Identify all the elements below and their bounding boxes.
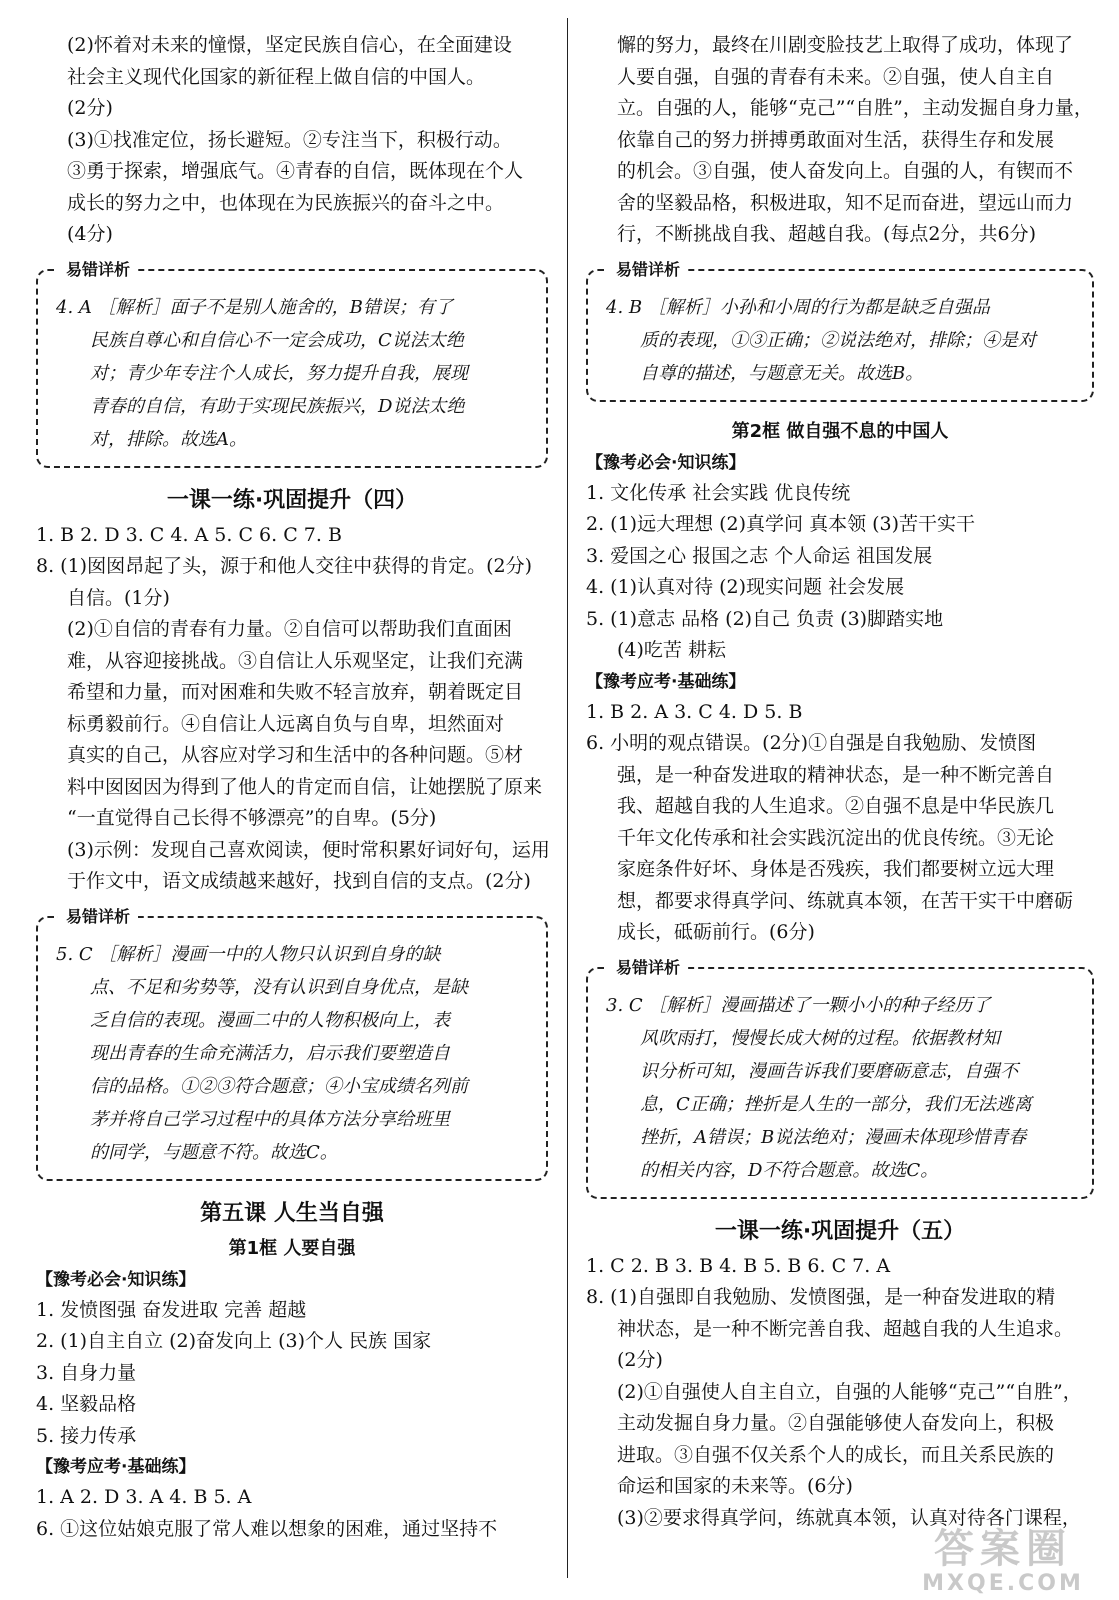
box-line: 信的品格。①②③符合题意；④小宝成绩名列前 — [90, 1075, 468, 1097]
text-line: (4分) — [67, 223, 113, 245]
answer-line: 3. 自身力量 — [36, 1361, 137, 1384]
text-line: 成长，砥砺前行。(6分) — [617, 921, 815, 943]
text-line: 进取。③自强不仅关系个人的成长，而且关系民族的 — [617, 1443, 1055, 1466]
text-line: (3)示例：发现自己喜欢阅读，便时常积累好词好句，运用 — [67, 838, 550, 861]
watermark-logo — [893, 1526, 1113, 1596]
right-column — [586, 30, 1094, 1534]
text-line: 千年文化传承和社会实践沉淀出的优良传统。③无论 — [617, 826, 1055, 849]
text-line: “一直觉得自己长得不够漂亮”的自卑。(5分) — [67, 807, 437, 829]
text-line: 8. (1)自强即自我勉励、发愤图强，是一种奋发进取的精 — [586, 1286, 1056, 1308]
subsection-heading: 【豫考应考·基础练】 — [36, 1457, 196, 1477]
answer-line: 1. B 2. D 3. C 4. A 5. C 6. C 7. B — [36, 523, 342, 546]
text-line: 于作文中，语文成绩越来越好，找到自信的支点。(2分) — [67, 870, 531, 892]
box-line: 风吹雨打，慢慢长成大树的过程。依据教材知 — [640, 1027, 1000, 1049]
box-line: 息，C正确；挫折是人生的一部分，我们无法逃离 — [640, 1093, 1032, 1115]
box-line: 的相关内容，D不符合题意。故选C。 — [640, 1159, 939, 1181]
text-line: 想，都要求得真学问、练就真本领，在苦干实干中磨砺 — [617, 889, 1074, 912]
box-title: 易错详析 — [58, 904, 138, 930]
text-line: 自信。(1分) — [67, 586, 170, 609]
frame-title: 第2框 做自强不息的中国人 — [731, 420, 949, 442]
left-intro — [36, 30, 548, 251]
text-line: 6. ①这位姑娘克服了常人难以想象的困难，通过坚持不 — [36, 1517, 498, 1540]
answer-line: 3. 爱国之心 报国之志 个人命运 祖国发展 — [586, 544, 933, 567]
right-intro — [586, 30, 1094, 251]
answer-line: 1. 文化传承 社会实践 优良传统 — [586, 481, 851, 504]
answer-line: 1. A 2. D 3. A 4. B 5. A — [36, 1486, 252, 1508]
text-line: 料中囡囡因为得到了他人的肯定而自信，让她摆脱了原来 — [67, 775, 543, 798]
text-line: 家庭条件好坏、身体是否残疾，我们都要树立远大理 — [617, 858, 1055, 880]
text-line: 8. (1)囡囡昂起了头，源于和他人交往中获得的肯定。(2分) — [36, 555, 532, 577]
box-line: 识分析可知，漫画告诉我们要磨砺意志，自强不 — [640, 1060, 1018, 1082]
box-line: 点、不足和劣势等，没有认识到自身优点，是缺 — [90, 976, 468, 998]
subsection-heading: 【豫考应考·基础练】 — [586, 671, 746, 692]
text-line: 我、超越自我的人生追求。②自强不息是中华民族几 — [617, 795, 1055, 817]
answer-line: 1. 发愤图强 奋发进取 完善 超越 — [36, 1298, 307, 1321]
subsection-heading: 【豫考必会·知识练】 — [36, 1269, 196, 1290]
error-analysis-box — [586, 259, 1094, 402]
box-line: 自尊的描述，与题意无关。故选B。 — [640, 362, 924, 384]
text-line: 希望和力量，而对困难和失败不轻言放弃，朝着既定目 — [67, 681, 524, 703]
left-column — [36, 30, 548, 1545]
answer-line: 4. 坚毅品格 — [36, 1393, 137, 1415]
box-line: 乏自信的表现。漫画二中的人物积极向上，表 — [90, 1009, 450, 1031]
box-line: 对；青少年专注个人成长，努力提升自我，展现 — [90, 362, 468, 384]
column-divider — [567, 18, 568, 1578]
answer-line: 1. C 2. B 3. B 4. B 5. B 6. C 7. A — [586, 1254, 891, 1277]
text-line: 人要自强，自强的青春有未来。②自强，使人自主自 — [617, 65, 1055, 88]
text-line: 难，从容迎接挑战。③自信让人乐观坚定，让我们充满 — [67, 649, 524, 672]
box-line: 3. C ［解析］漫画描述了一颗小小的种子经历了 — [606, 994, 991, 1016]
frame-title: 第1框 人要自强 — [228, 1237, 356, 1259]
answer-line: 5. 接力传承 — [36, 1424, 137, 1447]
text-line: 主动发掘自身力量。②自强能够使人奋发向上，积极 — [617, 1412, 1055, 1434]
error-analysis-box — [36, 259, 548, 468]
box-line: 现出青春的生命充满活力，启示我们要塑造自 — [90, 1042, 450, 1064]
text-line: 标勇毅前行。④自信让人远离自负与自卑，坦然面对 — [67, 712, 505, 735]
watermark-url: MXQE.COM — [922, 1571, 1084, 1596]
text-line: 行，不断挑战自我、超越自我。(每点2分，共6分) — [617, 223, 1037, 245]
text-line: 的机会。③自强，使人奋发向上。自强的人，有锲而不 — [617, 160, 1074, 182]
box-title: 易错详析 — [58, 257, 138, 283]
answer-line: 1. B 2. A 3. C 4. D 5. B — [586, 700, 803, 723]
text-line: (2)①自强使人自主自立，自强的人能够“克己”“自胜”， — [617, 1380, 1082, 1403]
text-line: (2)怀着对未来的憧憬，坚定民族自信心，在全面建设 — [67, 34, 512, 56]
text-line: (3)②要求得真学问，练就真本领，认真对待各门课程， — [617, 1506, 1081, 1529]
text-line: (2)①自信的青春有力量。②自信可以帮助我们直面困 — [67, 618, 512, 640]
text-line: 成长的努力之中，也体现在为民族振兴的奋斗之中。 — [67, 191, 505, 214]
text-line: 神状态，是一种不断完善自我、超越自我的人生追求。 — [617, 1317, 1074, 1340]
box-line: 对，排除。故选A。 — [90, 428, 247, 450]
text-line: (3)①找准定位，扬长避短。②专注当下，积极行动。 — [67, 128, 512, 151]
box-line: 茅并将自己学习过程中的具体方法分享给班里 — [90, 1108, 450, 1130]
answer-line: 4. (1)认真对待 (2)现实问题 社会发展 — [586, 576, 905, 598]
box-line: 质的表现，①③正确；②说法绝对，排除；④是对 — [640, 329, 1036, 351]
box-line: 青春的自信，有助于实现民族振兴，D说法太绝 — [90, 395, 465, 417]
text-line: 命运和国家的未来等。(6分) — [617, 1475, 853, 1497]
box-title: 易错详析 — [608, 955, 688, 981]
answer-line: 2. (1)远大理想 (2)真学问 真本领 (3)苦干实干 — [586, 513, 976, 535]
text-line: 舍的坚毅品格，积极进取，知不足而奋进，望远山而力 — [617, 191, 1074, 214]
text-line: 懈的努力，最终在川剧变脸技艺上取得了成功，体现了 — [617, 34, 1074, 56]
text-line: 6. 小明的观点错误。(2分)①自强是自我勉励、发愤图 — [586, 732, 1037, 754]
answer-line: (4)吃苦 耕耘 — [617, 639, 726, 661]
text-line: 强，是一种奋发进取的精神状态，是一种不断完善自 — [617, 763, 1055, 786]
watermark-text: 答案圈 — [934, 1526, 1072, 1572]
answer-line: 5. (1)意志 品格 (2)自己 负责 (3)脚踏实地 — [586, 607, 944, 630]
box-line: 4. A ［解析］面子不是别人施舍的，B错误；有了 — [56, 296, 453, 318]
text-line: (2分) — [617, 1349, 663, 1371]
section-title: 一课一练·巩固提升（四） — [166, 487, 418, 513]
text-line: 真实的自己，从容应对学习和生活中的各种问题。⑤材 — [67, 744, 524, 766]
box-line: 5. C ［解析］漫画一中的人物只认识到自身的缺 — [56, 943, 441, 965]
box-line: 民族自尊心和自信心不一定会成功，C说法太绝 — [90, 329, 464, 351]
answer-line: 2. (1)自主自立 (2)奋发向上 (3)个人 民族 国家 — [36, 1330, 432, 1352]
lesson-title: 第五课 人生当自强 — [200, 1200, 384, 1226]
text-line: 依靠自己的努力拼搏勇敢面对生活，获得生存和发展 — [617, 128, 1055, 151]
box-title: 易错详析 — [608, 257, 688, 283]
text-line: (2分) — [67, 97, 113, 119]
section-title: 一课一练·巩固提升（五） — [714, 1218, 966, 1244]
box-line: 挫折，A错误；B说法绝对；漫画未体现珍惜青春 — [640, 1126, 1027, 1148]
text-line: ③勇于探索，增强底气。④青春的自信，既体现在个人 — [67, 160, 524, 182]
text-line: 社会主义现代化国家的新征程上做自信的中国人。 — [67, 65, 486, 88]
subsection-heading: 【豫考必会·知识练】 — [586, 452, 746, 473]
error-analysis-box — [36, 906, 548, 1181]
text-line: 立。自强的人，能够“克己”“自胜”，主动发掘自身力量， — [617, 97, 1093, 119]
error-analysis-box — [586, 957, 1094, 1199]
box-line: 4. B ［解析］小孙和小周的行为都是缺乏自强品 — [606, 296, 990, 318]
box-line: 的同学，与题意不符。故选C。 — [90, 1141, 338, 1163]
